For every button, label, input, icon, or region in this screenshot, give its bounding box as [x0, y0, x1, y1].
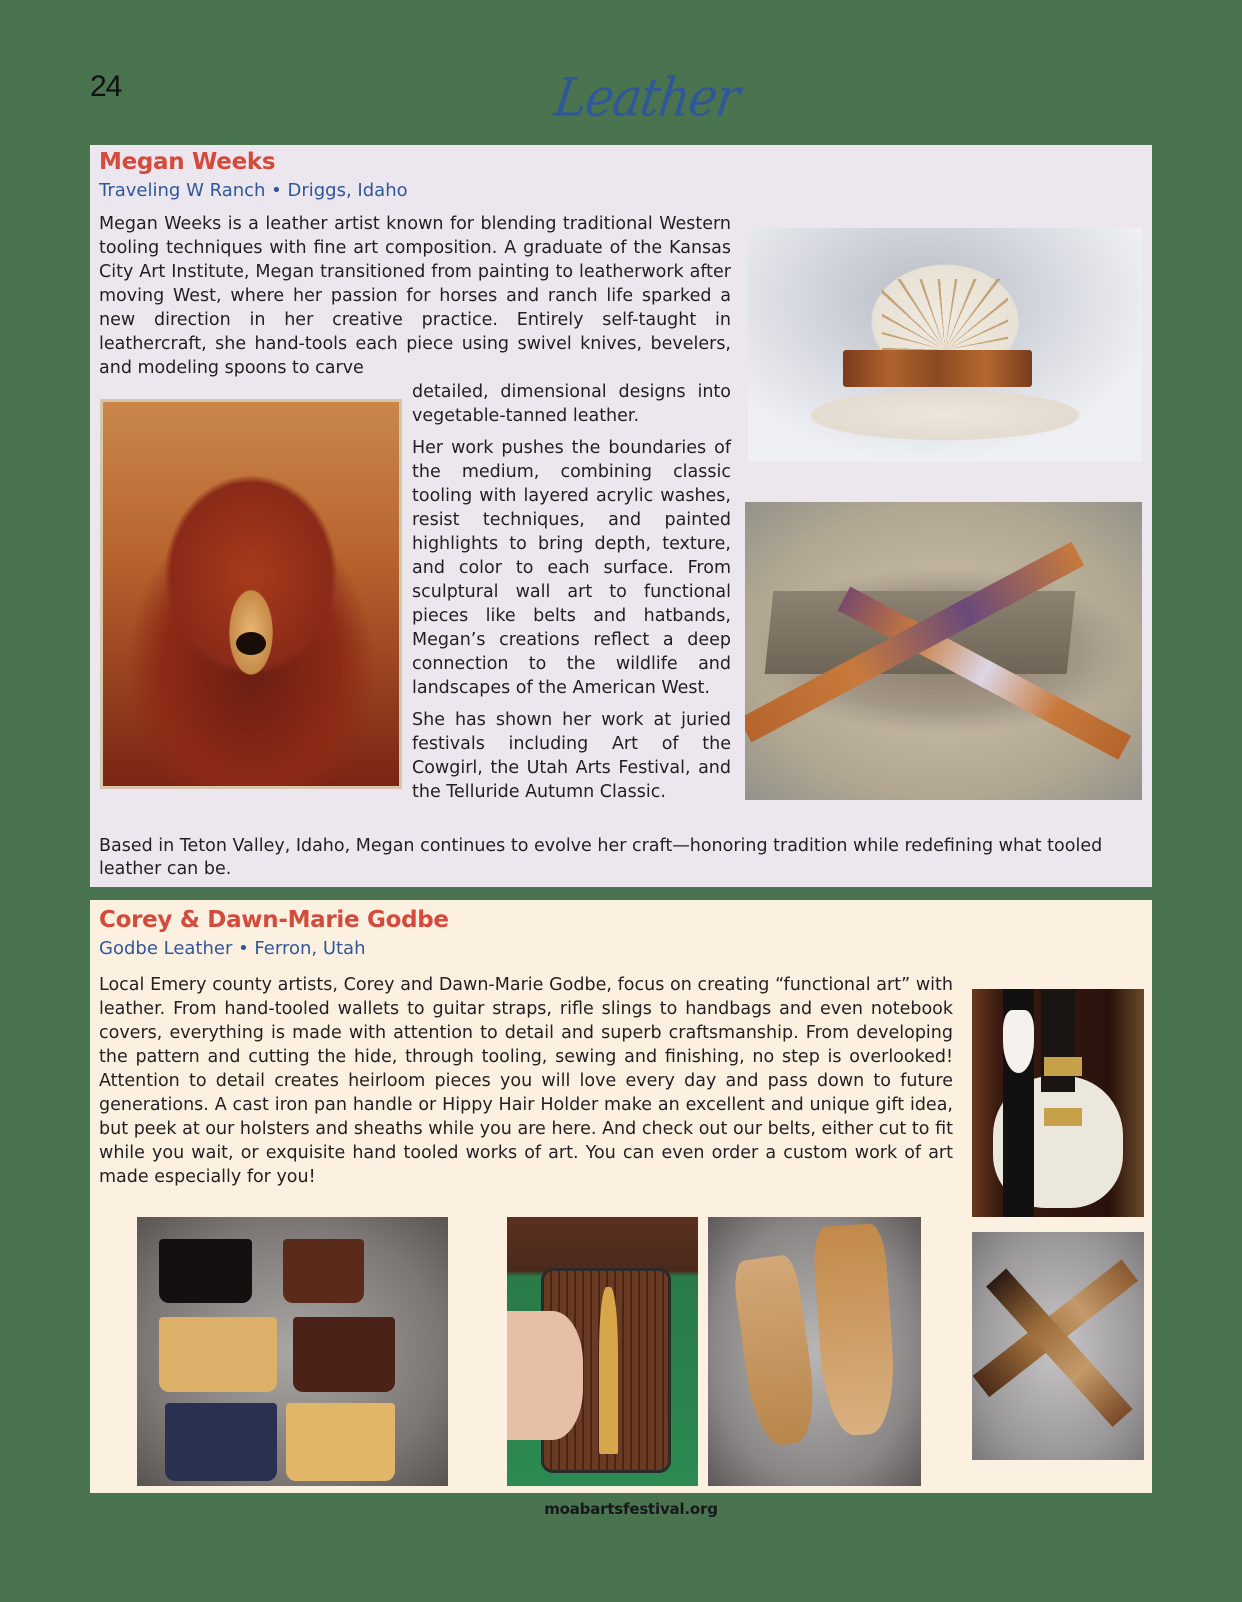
artist-bio-p2: Her work pushes the boundaries of the medium, combining classic tooling with layered acrylic washes, resist techniques, and painted highlights to bring depth, texture, and color to each surface. From sculptural wall art to functional pieces like belts and hatbands, Megan’s creations reflect a deep connection to the wildlife and landscapes of the American West. — [412, 438, 731, 698]
artist-panel-godbe — [90, 900, 1152, 1493]
artist-bio-intro-cont: detailed, dimensional designs into vegetable-tanned leather. — [412, 382, 731, 426]
bear-artwork-image — [100, 399, 402, 789]
holsters-image — [708, 1217, 921, 1486]
artist-bio-p4: Based in Teton Valley, Idaho, Megan continues to evolve her craft—honoring tradition while redefining what tooled leather can be. — [99, 836, 1103, 879]
artist-panel-megan-weeks — [90, 145, 1152, 887]
footer-website[interactable]: moabartsfestival.org — [544, 1500, 718, 1518]
artist-bio-intro: Megan Weeks is a leather artist known for blending traditional Western tooling techniques with fine art composition. A graduate of the Kansas City Art Institute, Megan transitioned from painting to leatherwork after moving West, where her passion for horses and ranch life sparked a new direction in her creative practice. Entirely self-taught in leathercraft, she hand-tools each piece using swivel knives, bevelers, and modeling spoons to carve — [99, 214, 731, 378]
floral-belt-image — [745, 502, 1142, 800]
artist-subtitle: Godbe Leather • Ferron, Utah — [99, 938, 366, 959]
guitar-strap-image — [972, 989, 1144, 1217]
page-number: 24 — [90, 70, 122, 103]
tooled-belt-image — [972, 1232, 1144, 1460]
section-title: Leather — [550, 67, 743, 129]
key-wallet-image — [507, 1217, 698, 1486]
artist-bio: Local Emery county artists, Corey and Dawn-Marie Godbe, focus on creating “functional art” with leather. From hand-tooled wallets to guitar straps, rifle slings to handbags and even notebook covers, everything is made with attention to detail and superb craftsmanship. From developing the pattern and cutting the hide, through tooling, sewing and finishing, no step is overlooked! Attention to detail creates heirloom pieces you will love every day and pass down to future generations. A cast iron pan handle or Hippy Hair Holder make an excellent and unique gift idea, but peek at our holsters and sheaths while you are here. And check out our belts, either cut to fit while you wait, or exquisite hand tooled works of art. You can even order a custom work of art made especially for you! — [99, 975, 953, 1187]
hat-image — [748, 228, 1142, 462]
artist-bio-p3: She has shown her work at juried festivals including Art of the Cowgirl, the Utah Arts Festival, and the Telluride Autumn Classic. — [412, 710, 731, 802]
wristlets-image — [137, 1217, 448, 1486]
artist-name: Megan Weeks — [99, 149, 276, 175]
artist-name: Corey & Dawn-Marie Godbe — [99, 907, 449, 933]
artist-subtitle: Traveling W Ranch • Driggs, Idaho — [99, 180, 408, 201]
artist-bio-column — [412, 380, 731, 812]
